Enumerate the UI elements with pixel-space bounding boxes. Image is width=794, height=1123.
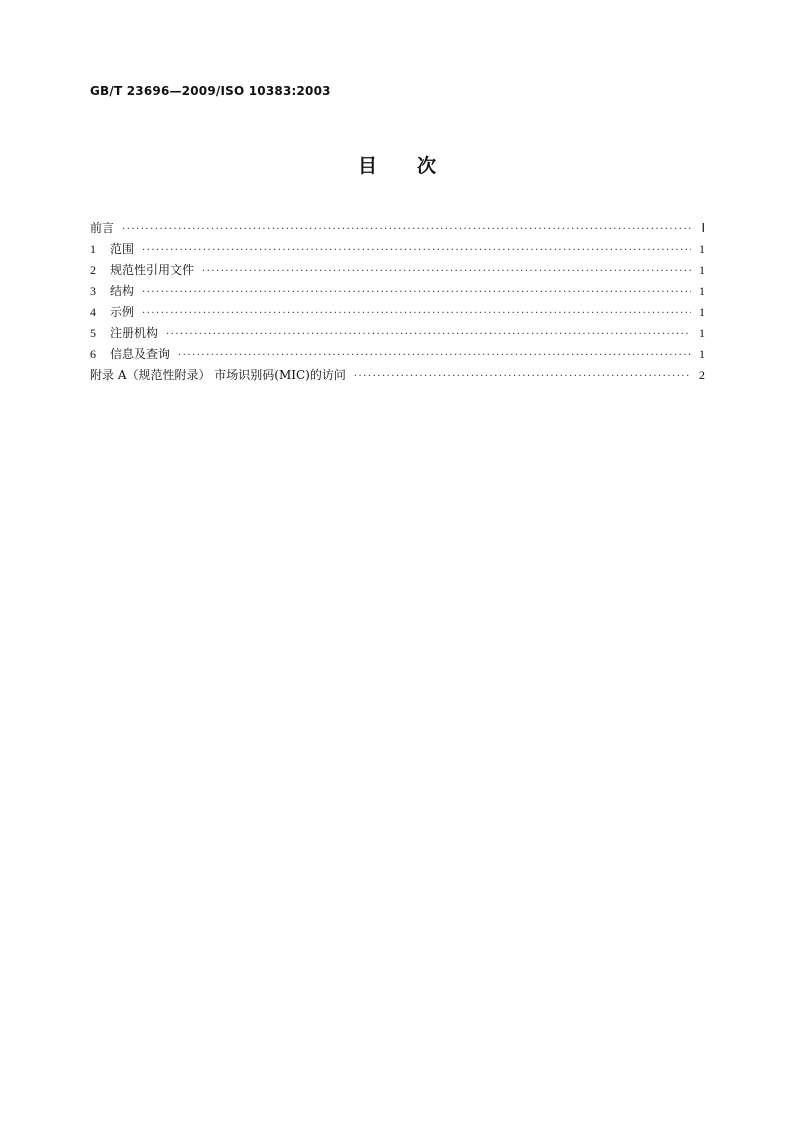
page-title: 目次	[357, 155, 476, 177]
toc-entry-number: 5	[90, 326, 96, 340]
toc-entry-page: 1	[699, 326, 705, 340]
toc-leader-dots	[142, 282, 691, 303]
toc-entry-title: 结构	[110, 284, 135, 298]
toc-entry-title: 规范性引用文件	[110, 263, 195, 277]
toc-entry-number: 6	[90, 347, 96, 361]
toc-entry-page: 2	[699, 368, 705, 382]
toc-entry-title: 信息及查询	[110, 347, 171, 361]
toc-entry-title: 前言	[90, 221, 115, 235]
toc-entry-number: 2	[90, 263, 96, 277]
toc-entry-number: 3	[90, 284, 96, 298]
toc-leader-dots	[142, 303, 691, 324]
toc-entry-title: 附录 A（规范性附录） 市场识别码(MIC)的访问	[90, 368, 346, 382]
toc-entry-structure[interactable]	[90, 281, 705, 302]
toc-leader-dots	[142, 240, 691, 261]
standard-code: GB/T 23696—2009/ISO 10383:2003	[90, 84, 331, 98]
toc-entry-page: 1	[699, 305, 705, 319]
toc-entry-page: Ⅰ	[701, 221, 705, 235]
toc-entry-number: 4	[90, 305, 96, 319]
toc-entry-information-enquiry[interactable]	[90, 344, 705, 365]
toc-entry-page: 1	[699, 347, 705, 361]
toc-entry-title: 注册机构	[110, 326, 159, 340]
toc-leader-dots	[202, 261, 691, 282]
toc-entry-registration-authority[interactable]	[90, 323, 705, 344]
toc-entry-annex-a[interactable]	[90, 365, 705, 386]
toc-leader-dots	[166, 324, 691, 345]
toc-entry-title: 范围	[110, 242, 135, 256]
toc-entry-page: 1	[699, 242, 705, 256]
table-of-contents	[90, 218, 705, 386]
toc-leader-dots	[122, 219, 691, 240]
toc-entry-title: 示例	[110, 305, 135, 319]
toc-entry-scope[interactable]	[90, 239, 705, 260]
toc-entry-number: 1	[90, 242, 96, 256]
toc-entry-foreword[interactable]	[90, 218, 705, 239]
toc-entry-normative-references[interactable]	[90, 260, 705, 281]
toc-leader-dots	[354, 366, 691, 387]
toc-entry-page: 1	[699, 263, 705, 277]
toc-entry-page: 1	[699, 284, 705, 298]
toc-leader-dots	[178, 345, 691, 366]
toc-entry-examples[interactable]	[90, 302, 705, 323]
